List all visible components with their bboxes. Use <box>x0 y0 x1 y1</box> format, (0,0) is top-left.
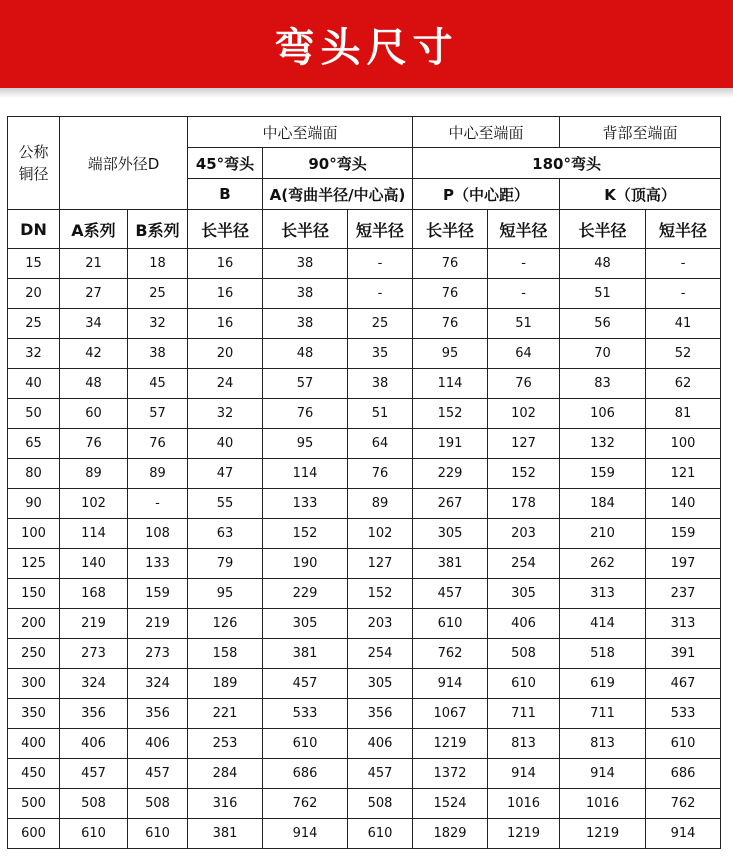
table-cell: 610 <box>413 609 488 639</box>
table-cell: 610 <box>263 729 348 759</box>
table-cell: 38 <box>348 369 413 399</box>
table-cell: 350 <box>8 699 60 729</box>
table-cell: 313 <box>560 579 646 609</box>
table-cell: - <box>488 249 560 279</box>
table-cell: 914 <box>263 819 348 849</box>
table-cell: 305 <box>488 579 560 609</box>
table-cell: 48 <box>263 339 348 369</box>
table-cell: 152 <box>348 579 413 609</box>
table-cell: 450 <box>8 759 60 789</box>
long-radius-header: 长半径 <box>263 210 348 249</box>
table-row <box>8 249 721 279</box>
table-cell: 60 <box>60 399 128 429</box>
title-banner <box>0 0 733 88</box>
short-radius-header: 短半径 <box>488 210 560 249</box>
table-cell: 89 <box>348 489 413 519</box>
table-cell: 178 <box>488 489 560 519</box>
table-cell: 406 <box>128 729 188 759</box>
table-cell: 51 <box>488 309 560 339</box>
table-cell: 229 <box>263 579 348 609</box>
table-cell: 76 <box>348 459 413 489</box>
table-cell: 600 <box>8 819 60 849</box>
table-cell: 42 <box>60 339 128 369</box>
table-cell: 140 <box>646 489 721 519</box>
table-cell: 381 <box>413 549 488 579</box>
table-cell: 813 <box>488 729 560 759</box>
table-cell: 76 <box>413 309 488 339</box>
table-cell: 51 <box>560 279 646 309</box>
table-cell: 1372 <box>413 759 488 789</box>
table-cell: 190 <box>263 549 348 579</box>
table-cell: 1219 <box>413 729 488 759</box>
table-cell: 356 <box>348 699 413 729</box>
table-row <box>8 489 721 519</box>
table-cell: 1829 <box>413 819 488 849</box>
table-cell: 500 <box>8 789 60 819</box>
table-cell: 229 <box>413 459 488 489</box>
table-row <box>8 519 721 549</box>
table-cell: 20 <box>188 339 263 369</box>
table-cell: 158 <box>188 639 263 669</box>
table-cell: 48 <box>560 249 646 279</box>
table-cell: 108 <box>128 519 188 549</box>
table-cell: 41 <box>646 309 721 339</box>
table-cell: 273 <box>128 639 188 669</box>
table-cell: 273 <box>60 639 128 669</box>
table-cell: 47 <box>188 459 263 489</box>
table-cell: 508 <box>348 789 413 819</box>
table-row <box>8 759 721 789</box>
header-row-1 <box>8 117 721 148</box>
table-cell: 1016 <box>560 789 646 819</box>
table-cell: 1219 <box>488 819 560 849</box>
table-row <box>8 609 721 639</box>
table-cell: - <box>646 249 721 279</box>
table-cell: 253 <box>188 729 263 759</box>
table-cell: 210 <box>560 519 646 549</box>
short-radius-header: 短半径 <box>348 210 413 249</box>
table-cell: 533 <box>646 699 721 729</box>
table-cell: 467 <box>646 669 721 699</box>
long-radius-header: 长半径 <box>413 210 488 249</box>
table-cell: 100 <box>646 429 721 459</box>
table-cell: 518 <box>560 639 646 669</box>
table-cell: 400 <box>8 729 60 759</box>
nominal-header: 公称 铜径 <box>8 117 60 210</box>
table-cell: 619 <box>560 669 646 699</box>
table-cell: 34 <box>60 309 128 339</box>
table-body <box>8 117 721 849</box>
b-series-header: B系列 <box>128 210 188 249</box>
table-cell: 762 <box>646 789 721 819</box>
table-cell: 89 <box>128 459 188 489</box>
table-cell: 159 <box>560 459 646 489</box>
table-cell: 219 <box>128 609 188 639</box>
table-cell: 262 <box>560 549 646 579</box>
table-row <box>8 309 721 339</box>
table-cell: 406 <box>348 729 413 759</box>
table-cell: 76 <box>413 249 488 279</box>
table-cell: 381 <box>263 639 348 669</box>
long-radius-header: 长半径 <box>560 210 646 249</box>
table-cell: 150 <box>8 579 60 609</box>
deg45-header: 45°弯头 <box>188 148 263 179</box>
short-radius-header: 短半径 <box>646 210 721 249</box>
table-cell: 457 <box>263 669 348 699</box>
col-a-header: A(弯曲半径/中心高) <box>263 179 413 210</box>
table-cell: 686 <box>263 759 348 789</box>
table-cell: 711 <box>560 699 646 729</box>
table-cell: 35 <box>348 339 413 369</box>
table-row <box>8 339 721 369</box>
table-cell: 52 <box>646 339 721 369</box>
header-row-4 <box>8 210 721 249</box>
table-cell: 95 <box>188 579 263 609</box>
od-header: 端部外径D <box>60 117 188 210</box>
table-cell: 189 <box>188 669 263 699</box>
table-cell: 16 <box>188 279 263 309</box>
table-cell: 21 <box>60 249 128 279</box>
table-row <box>8 429 721 459</box>
table-cell: 221 <box>188 699 263 729</box>
table-cell: 152 <box>413 399 488 429</box>
table-cell: 38 <box>263 309 348 339</box>
table-cell: 25 <box>8 309 60 339</box>
table-cell: 324 <box>128 669 188 699</box>
table-cell: 56 <box>560 309 646 339</box>
table-cell: 457 <box>348 759 413 789</box>
table-cell: - <box>646 279 721 309</box>
a-series-header: A系列 <box>60 210 128 249</box>
table-row <box>8 279 721 309</box>
table-cell: 381 <box>188 819 263 849</box>
table-cell: 57 <box>128 399 188 429</box>
table-cell: 81 <box>646 399 721 429</box>
table-cell: 406 <box>60 729 128 759</box>
table-cell: 55 <box>188 489 263 519</box>
table-cell: 140 <box>60 549 128 579</box>
table-cell: 24 <box>188 369 263 399</box>
table-cell: - <box>128 489 188 519</box>
table-row <box>8 459 721 489</box>
table-cell: 114 <box>263 459 348 489</box>
table-cell: 914 <box>413 669 488 699</box>
table-cell: 76 <box>128 429 188 459</box>
table-cell: 159 <box>646 519 721 549</box>
table-cell: 102 <box>488 399 560 429</box>
table-row <box>8 699 721 729</box>
table-cell: 533 <box>263 699 348 729</box>
table-cell: 508 <box>128 789 188 819</box>
table-cell: 686 <box>646 759 721 789</box>
table-cell: 127 <box>348 549 413 579</box>
table-cell: 267 <box>413 489 488 519</box>
table-cell: 25 <box>348 309 413 339</box>
table-cell: 65 <box>8 429 60 459</box>
table-cell: 102 <box>60 489 128 519</box>
table-cell: 32 <box>128 309 188 339</box>
table-cell: 313 <box>646 609 721 639</box>
table-cell: 27 <box>60 279 128 309</box>
table-cell: 76 <box>488 369 560 399</box>
table-cell: 152 <box>488 459 560 489</box>
table-cell: 203 <box>488 519 560 549</box>
table-cell: 20 <box>8 279 60 309</box>
table-cell: 1524 <box>413 789 488 819</box>
table-cell: 184 <box>560 489 646 519</box>
page-title: 弯头尺寸 <box>274 24 459 71</box>
center-end-header-1: 中心至端面 <box>188 117 413 148</box>
table-cell: 80 <box>8 459 60 489</box>
table-cell: 76 <box>413 279 488 309</box>
table-cell: 159 <box>128 579 188 609</box>
table-cell: 50 <box>8 399 60 429</box>
table-cell: 610 <box>488 669 560 699</box>
table-row <box>8 789 721 819</box>
table-cell: 356 <box>128 699 188 729</box>
table-cell: - <box>488 279 560 309</box>
table-cell: 16 <box>188 309 263 339</box>
table-cell: 89 <box>60 459 128 489</box>
table-cell: 457 <box>60 759 128 789</box>
table-cell: 1219 <box>560 819 646 849</box>
table-cell: 457 <box>413 579 488 609</box>
table-cell: 133 <box>128 549 188 579</box>
table-cell: 305 <box>348 669 413 699</box>
table-cell: 106 <box>560 399 646 429</box>
table-cell: 127 <box>488 429 560 459</box>
table-cell: 45 <box>128 369 188 399</box>
table-cell: 414 <box>560 609 646 639</box>
table-cell: 250 <box>8 639 60 669</box>
table-cell: 200 <box>8 609 60 639</box>
elbow-dimension-table <box>7 116 721 849</box>
deg90-header: 90°弯头 <box>263 148 413 179</box>
table-cell: 40 <box>8 369 60 399</box>
table-cell: 57 <box>263 369 348 399</box>
table-cell: 191 <box>413 429 488 459</box>
table-cell: 197 <box>646 549 721 579</box>
table-cell: 406 <box>488 609 560 639</box>
table-cell: 16 <box>188 249 263 279</box>
table-cell: 25 <box>128 279 188 309</box>
col-b-header: B <box>188 179 263 210</box>
table-cell: 18 <box>128 249 188 279</box>
table-cell: 40 <box>188 429 263 459</box>
table-cell: 324 <box>60 669 128 699</box>
table-cell: 610 <box>646 729 721 759</box>
table-cell: 762 <box>263 789 348 819</box>
table-cell: 100 <box>8 519 60 549</box>
table-cell: 64 <box>488 339 560 369</box>
table-cell: 457 <box>128 759 188 789</box>
table-cell: 356 <box>60 699 128 729</box>
table-cell: 32 <box>8 339 60 369</box>
table-cell: 38 <box>263 279 348 309</box>
table-cell: 610 <box>128 819 188 849</box>
table-cell: 95 <box>263 429 348 459</box>
col-p-header: P（中心距） <box>413 179 560 210</box>
table-cell: 48 <box>60 369 128 399</box>
table-cell: 254 <box>488 549 560 579</box>
table-cell: 126 <box>188 609 263 639</box>
table-cell: 914 <box>560 759 646 789</box>
table-row <box>8 669 721 699</box>
table-cell: 132 <box>560 429 646 459</box>
table-cell: 62 <box>646 369 721 399</box>
table-row <box>8 639 721 669</box>
table-cell: 203 <box>348 609 413 639</box>
dn-header: DN <box>8 210 60 249</box>
table-cell: 15 <box>8 249 60 279</box>
table-cell: 70 <box>560 339 646 369</box>
table-cell: 1067 <box>413 699 488 729</box>
table-row <box>8 819 721 849</box>
table-cell: 133 <box>263 489 348 519</box>
table-row <box>8 579 721 609</box>
table-cell: 79 <box>188 549 263 579</box>
banner-shadow <box>0 88 733 98</box>
table-cell: 38 <box>128 339 188 369</box>
table-cell: 610 <box>348 819 413 849</box>
back-end-header: 背部至端面 <box>560 117 721 148</box>
table-cell: 90 <box>8 489 60 519</box>
table-cell: - <box>348 249 413 279</box>
table-cell: 284 <box>188 759 263 789</box>
table-row <box>8 369 721 399</box>
table-cell: 114 <box>60 519 128 549</box>
table-cell: 914 <box>488 759 560 789</box>
table-cell: 711 <box>488 699 560 729</box>
col-k-header: K（顶高） <box>560 179 721 210</box>
table-cell: 114 <box>413 369 488 399</box>
table-row <box>8 399 721 429</box>
long-radius-header: 长半径 <box>188 210 263 249</box>
table-cell: 51 <box>348 399 413 429</box>
table-row <box>8 729 721 759</box>
table-cell: 237 <box>646 579 721 609</box>
table-cell: 83 <box>560 369 646 399</box>
table-cell: 152 <box>263 519 348 549</box>
table-cell: - <box>348 279 413 309</box>
table-cell: 63 <box>188 519 263 549</box>
table-cell: 254 <box>348 639 413 669</box>
table-cell: 76 <box>60 429 128 459</box>
table-cell: 316 <box>188 789 263 819</box>
table-cell: 610 <box>60 819 128 849</box>
table-cell: 95 <box>413 339 488 369</box>
table-cell: 38 <box>263 249 348 279</box>
table-cell: 219 <box>60 609 128 639</box>
table-cell: 914 <box>646 819 721 849</box>
table-cell: 508 <box>488 639 560 669</box>
table-cell: 508 <box>60 789 128 819</box>
table-cell: 300 <box>8 669 60 699</box>
table-cell: 813 <box>560 729 646 759</box>
table-cell: 305 <box>263 609 348 639</box>
table-cell: 125 <box>8 549 60 579</box>
table-cell: 391 <box>646 639 721 669</box>
table-cell: 64 <box>348 429 413 459</box>
table-cell: 1016 <box>488 789 560 819</box>
table-row <box>8 549 721 579</box>
table-cell: 76 <box>263 399 348 429</box>
table-cell: 102 <box>348 519 413 549</box>
table-cell: 762 <box>413 639 488 669</box>
deg180-header: 180°弯头 <box>413 148 721 179</box>
table-cell: 168 <box>60 579 128 609</box>
table-cell: 121 <box>646 459 721 489</box>
table-cell: 305 <box>413 519 488 549</box>
table-cell: 32 <box>188 399 263 429</box>
center-end-header-2: 中心至端面 <box>413 117 560 148</box>
